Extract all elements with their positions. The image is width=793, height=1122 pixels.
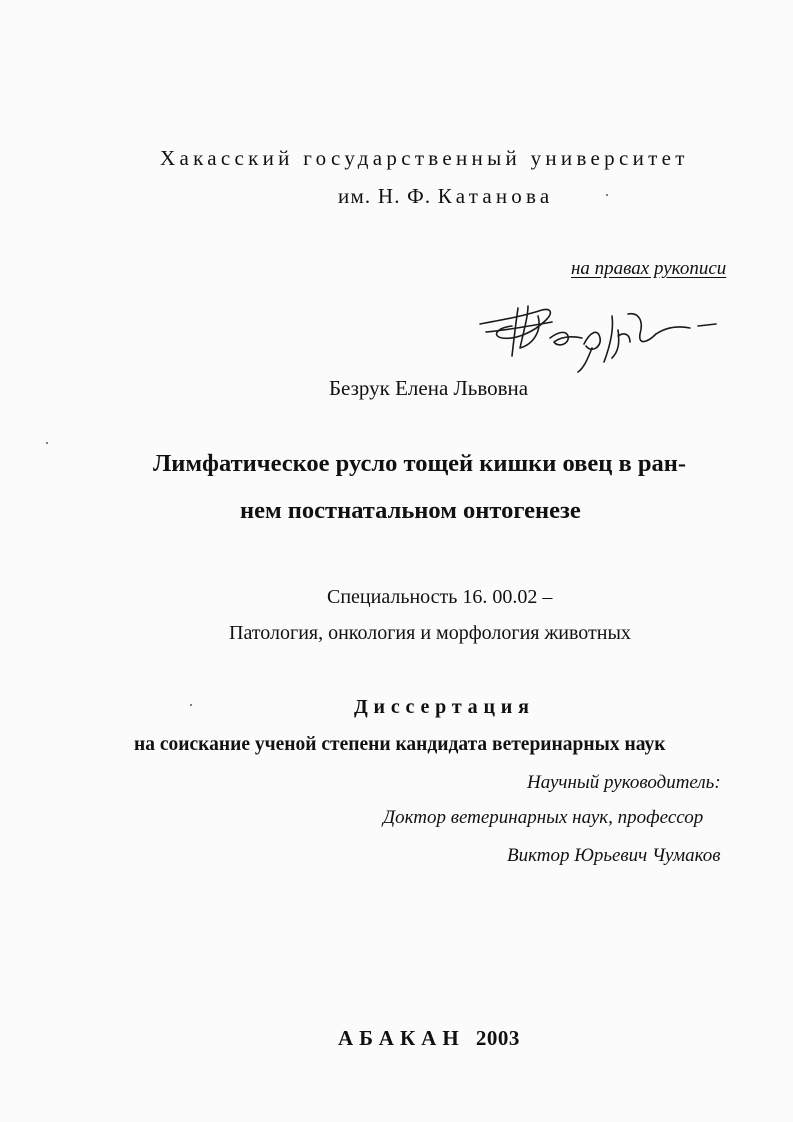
manuscript-rights-note: на правах рукописи [571,258,727,279]
scan-speck [46,442,48,444]
author-name: Безрук Елена Львовна [329,376,529,400]
city-name: АБАКАН [338,1026,465,1050]
university-name: Хакасский государственный университет [160,146,689,170]
author-signature [472,286,732,376]
year: 2003 [475,1026,520,1050]
named-after-prefix: им. Н. Ф. [338,184,432,208]
dissertation-heading: Диссертация [354,696,535,718]
supervisor-label: Научный руководитель: [527,772,721,793]
supervisor-name: Виктор Юрьевич Чумаков [507,845,721,866]
dissertation-title-line-1: Лимфатическое русло тощей кишки овец в ран- [153,450,687,477]
specialty-name: Патология, онкология и морфология животных [229,622,631,644]
degree-statement: на соискание ученой степени кандидата ветеринарных наук [134,734,666,755]
scan-speck [606,194,608,196]
named-after [338,184,553,209]
dissertation-title-line-2: нем постнатальном онтогенезе [240,497,581,524]
supervisor-title: Доктор ветеринарных наук, профессор [383,807,704,828]
scan-speck [190,704,192,706]
named-after-name: Катанова [437,184,554,208]
specialty-code: Специальность 16. 00.02 – [327,586,553,608]
city-year [338,1026,520,1051]
